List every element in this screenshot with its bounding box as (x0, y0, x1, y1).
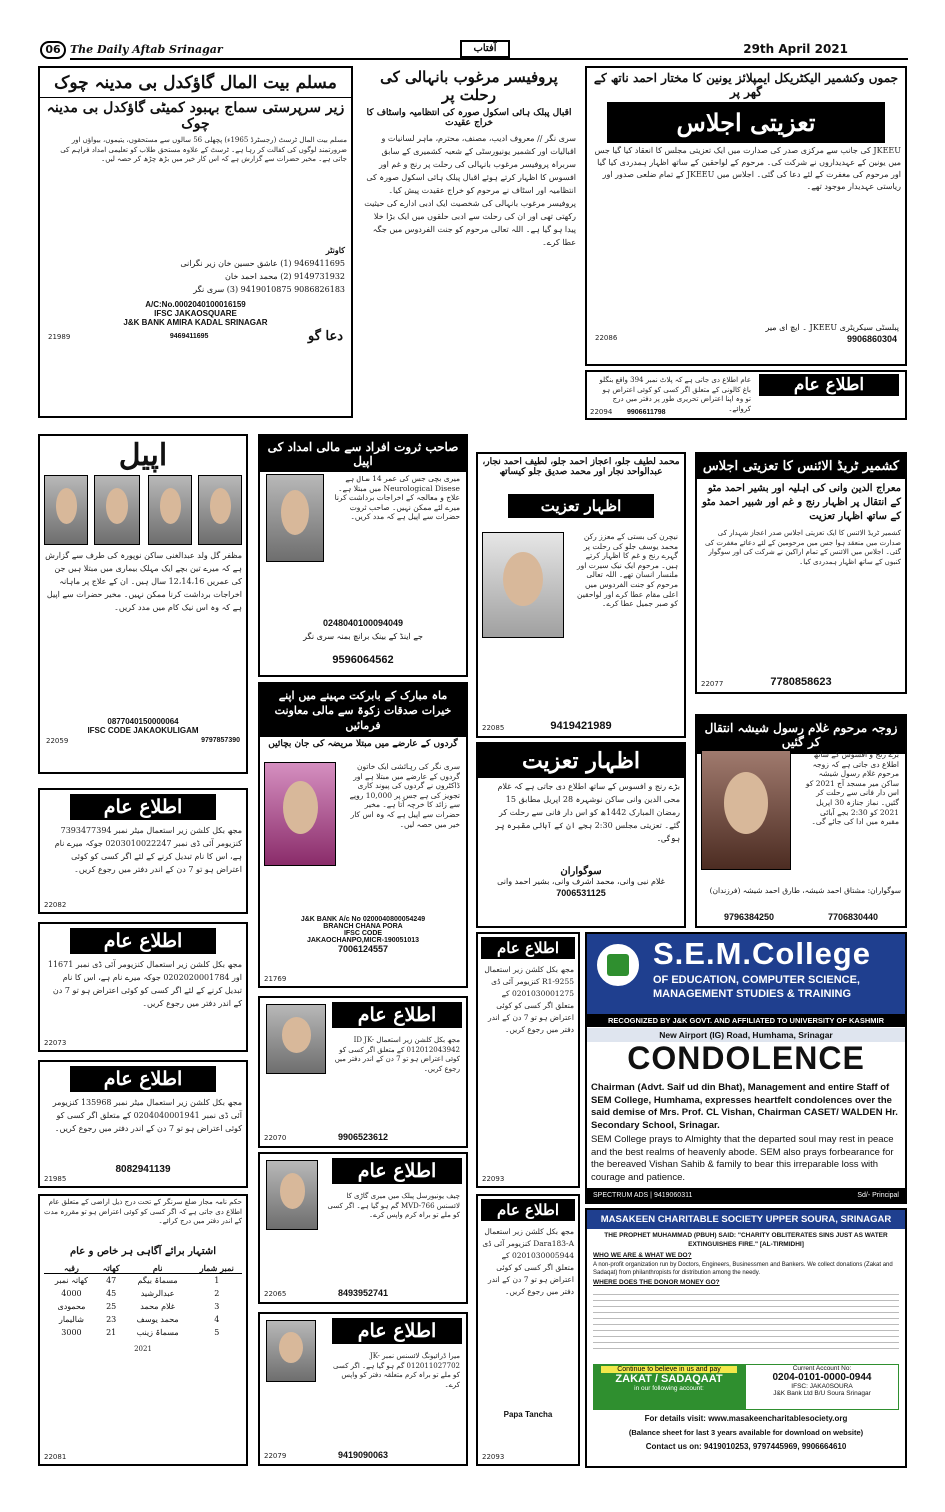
cta: Continue to believe in us and pay (601, 1366, 737, 1373)
ad-body: مجھ بکل کلشن زیر استعمال R1-9255 کنزیومر آئی ڈی 0201030001275 کے متعلق اگر کسی کو کوئی اعتراض ہو تو 7 دن کے اندر دفتر میں رجوع کریں۔ (484, 965, 574, 1034)
table-cell: غلام محمد (140, 1302, 175, 1311)
table-cell: 4 (214, 1315, 220, 1324)
photo (44, 475, 88, 545)
footer-row (587, 332, 905, 346)
ad-masakeen (585, 1208, 907, 1468)
table-cell: کھاتہ نمبر (54, 1276, 88, 1285)
phone: 8082941139 (115, 1164, 171, 1175)
phone: 9906523612 (337, 1132, 389, 1142)
bank-name: J&K Bank Ltd B/U Soura Srinagar (773, 1390, 871, 1397)
college-name: S.E.M.College (653, 936, 871, 971)
ad-notice-8 (476, 1194, 580, 1466)
ad-title: جموں وکشمیر الیکٹریکل ایمپلائز یونین کا مختار احمد ناتھ کے گھر پر (593, 71, 899, 99)
ad-title: اطلاع عام (759, 374, 899, 396)
page-number: 06 (40, 41, 66, 59)
ad-mah-mubarak (258, 682, 468, 988)
ad-title: زوجہ مرحوم غلام رسول شیشہ انتقال کر گئیں (697, 716, 905, 754)
ad-title: صاحب ثروت افراد سے مالی امداد کی اپیل (260, 436, 466, 472)
ad-title: ماہ مبارک کے بابرکت مہینے میں اپنے خیرات صدقات زکوۃ سے مالی معاونت فرمائیں (260, 684, 466, 737)
issue-date: 29th April 2021 (743, 42, 848, 56)
footer-row (40, 735, 246, 747)
ad-number: 22082 (44, 901, 67, 909)
phone: 9419090063 (337, 1450, 389, 1460)
ad-baitul-maal (38, 66, 353, 418)
photo (148, 475, 192, 545)
ad-izhar-taziat-1 (476, 452, 686, 738)
ad-title: اطلاع عام (70, 928, 216, 954)
ad-subtitle: گردوں کے عارضے میں مبتلا مریضہ کی جان بچائیں (268, 739, 458, 749)
ad-title: کشمیر ٹریڈ الائنس کا تعزیتی اجلاس (697, 454, 905, 479)
ad-number: 22085 (482, 724, 505, 732)
phone: 7006124557 (337, 944, 389, 954)
ad-body: مجھ بکل کلشن زیر استعمال کنزیومر آئی ڈی نمبر 11671 اور 0202020001784 جوکہ میرے نام ہے، اس کا نام تبدیل کرنے کے لئے اگر کسی کو کوئی اعتراض ہو تو 7 دن کے اندر دفتر میں رجوع کریں۔ (47, 960, 242, 1008)
table-cell: 45 (106, 1289, 117, 1298)
ad-body: میری بچی جس کی عمر 14 سال ہے Neurological Disese میں مبتلا ہے۔ علاج و معالجہ کے اخراجات برداشت کرنا میرے لئے ممکن نہیں۔ صاحب ثروت حضرات سے اپیل ہے کہ مدد کریں۔ (334, 474, 460, 522)
ad-number: 22079 (264, 1452, 287, 1460)
signoff-phone: 9469411695 (169, 333, 209, 340)
ad-number: 21769 (264, 975, 287, 983)
about-body: A non-profit organization run by Doctors, Engineers, Businessmen and Bankers. We collect donations (Zakat and Sadaqat) from philanthropists for distribution among the needy. (593, 1262, 893, 1276)
ifsc-code: IFSC JAKAOSQUARE (154, 309, 237, 318)
sem-header (587, 934, 905, 1014)
signoff: پبلسٹی سیکریٹری JKEEU ۔ ایچ ای میر (765, 323, 899, 332)
question: WHO WE ARE & WHAT WE DO? (593, 1252, 692, 1259)
phone: 7706830440 (827, 912, 879, 922)
photo (482, 532, 564, 638)
hadith: THE PROPHET MUHAMMAD (PBUH) SAID: "CHARITY OBLITERATES SINS JUST AS WATER EXTINGUISHES FIRE." [AL-TIRMIDHI] (604, 1232, 888, 1248)
ad-number: 22081 (44, 1453, 67, 1461)
phone: 8493952741 (337, 1288, 389, 1298)
table-cell: مسماۃ بیگم (137, 1276, 178, 1285)
college-subtitle: OF EDUCATION, COMPUTER SCIENCE, (653, 974, 860, 986)
ad-number: 21989 (48, 332, 71, 341)
account-number: 0248040100094049 (322, 618, 404, 628)
ad-body: حکم نامہ مجاز ضلع سرنگر کے تحت درج ذیل اراضی کے متعلق عام اطلاع دی جاتی ہے کہ اگر کسی کو کوئی اعتراض ہو تو مقررہ مدت کے اندر دفتر میں درج کرائے۔ (44, 1198, 242, 1226)
ad-body: JKEEU کی جانب سے مرکزی صدر کی صدارت میں ایک تعزیتی مجلس کا انعقاد کیا گیا جس میں یونین کے عہدیداروں نے شرکت کی۔ مرحوم کے لواحقین کے ساتھ اظہار ہمدردی کیا گیا اور مرحوم کی مغفرت کے لئے دعا کی گئی۔ اجلاس میں JKEEU کے تمام ضلعی صدور اور ریاستی عہدیدار موجود تھے۔ (594, 146, 901, 191)
place: Papa Tancha (503, 1410, 553, 1419)
donation-panel (593, 1364, 899, 1410)
ad-notice-5 (258, 996, 468, 1148)
article-subtitle: اقبال پبلک ہائی اسکول صورہ کی انتظامیہ واسٹاف کا خراج عقیدت (366, 108, 572, 128)
table-cell: 21 (106, 1328, 117, 1337)
account-panel (745, 1364, 899, 1410)
ad-number: 22094 (590, 408, 613, 416)
page-header (40, 40, 908, 60)
photo (266, 474, 324, 562)
table-row (44, 1274, 242, 1288)
article-body: سری نگر // معروف ادیب، مصنف، محترم، ماہر لسانیات و اقبالیات اور کشمیر یونیورسٹی کے شعبہ کشمیری کے سابق سربراہ پروفیسر مرغوب بانہالی کی رحلت پر رنج و غم اور افسوس کا اظہار کرتے ہوئے اقبال پبلک ہائی اسکول صورہ کی انتظامیہ اور اسٹاف نے مرحوم کو خراج عقیدت پیش کیا۔ پروفیسر مرغوب بانہالی کی شخصیت ایک ادبی ادارے کی حیثیت رکھتی تھی اور ان کی رحلت سے ادبی حلقوں میں ایک بڑا خلا پیدا ہو گیا ہے۔ اللہ تعالی مرحوم کو جنت الفردوس میں جگہ عطا کرے۔ (364, 134, 576, 247)
table-cell: شالیمار (58, 1315, 84, 1324)
newspaper-name: The Daily Aftab Srinagar (70, 43, 223, 56)
contact-line: 9086826183 9419010875 (3) سری نگر (193, 285, 345, 294)
ad-banner: تعزیتی اجلاس (607, 102, 885, 143)
bank-name: J&K BANK AMIRA KADAL SRINAGAR (123, 318, 268, 327)
table-header: نمبر شمار (192, 1263, 242, 1274)
contact: Contact us on: 9419010253, 9797445969, 9906664610 (645, 1442, 847, 1451)
zakat-panel (593, 1364, 745, 1410)
ad-kashmir-trade (695, 452, 907, 694)
photo (264, 762, 336, 866)
ad-title: اشتہار برائے آگاہی ہر خاص و عام (69, 1246, 217, 1257)
ad-jkeeu (585, 66, 907, 366)
ad-notice-1 (585, 370, 907, 420)
table-cell: 1 (214, 1276, 220, 1285)
account-number: J&K BANK A/c No 0200040800054249 (300, 916, 426, 923)
ad-date: 2021 (134, 1345, 152, 1353)
phones-row (697, 912, 905, 922)
ad-title: اطلاع عام (332, 1002, 462, 1028)
ad-appeal (38, 434, 248, 774)
ad-notice-2 (38, 788, 248, 914)
ad-number: 22065 (264, 1290, 287, 1298)
ad-notice-6 (476, 932, 580, 1188)
ifsc-code: IFSC CODE (343, 930, 383, 937)
ad-number: 22086 (595, 334, 618, 342)
bank-details (260, 916, 466, 954)
article-professor (358, 66, 580, 424)
condolence-body: Chairman (Advt. Saif ud din Bhat), Management and entire Staff of SEM College, Humhama, expresses heartfelt condolences over the said demise of Mrs. Prof. CL Vishan, Chairman CASET/ WALDEN Hr. Secondary School, Srinagar. (591, 1082, 898, 1131)
ad-izhar-taziat-2 (476, 742, 686, 928)
bank-line: جے اینڈ کے بینک برانچ بمنہ سری نگر (303, 632, 423, 641)
signoff: Sd/- Principal (857, 1191, 899, 1199)
table-row (44, 1287, 242, 1300)
phone: 9596064562 (332, 654, 394, 666)
table-row (44, 1313, 242, 1326)
ad-body: مسلم بیت المال ٹرسٹ (رجسٹرڈ 1965ء) پچھلی 56 سالوں سے مستحقوں، یتیموں، بیواؤں اور ضرورتمند لوگوں کی کفالت کر رہا ہے۔ ٹرسٹ کے علاوہ مستحق طلاب کو تعلیمی امداد فراہم کی جاتی ہے۔ مخیر حضرات سے گزارش ہے کہ اس کار خیر میں بڑھ چڑھ کر حصہ لیں۔ (60, 136, 347, 164)
signoff: دعا گو (308, 329, 343, 344)
article-title: پروفیسر مرغوب بانہالی کی رحلت پر (380, 68, 558, 104)
college-subtitle: MANAGEMENT STUDIES & TRAINING (653, 988, 851, 1000)
table-row (44, 1300, 242, 1313)
branch: BRANCH CHANA PORA (323, 923, 403, 930)
table-cell: 47 (106, 1276, 117, 1285)
ad-subtitle: زیر سرپرستی سماج بہبود کمیٹی گاؤکدل بی مدینہ چوک (40, 97, 351, 134)
account-number: 0877040150000064 (107, 717, 179, 726)
ad-title: اطلاع عام (332, 1158, 462, 1184)
table-cell: محمد یوسف (136, 1315, 179, 1324)
ad-body: مجھ بکل کلشن زیر استعمال میٹر نمبر 135968 کنزیومر آئی ڈی نمبر 0204040001941 کے متعلق اگر کسی کو کوئی اعتراض ہو تو 7 دن کے اندر دفتر میں رجوع کریں۔ (52, 1098, 242, 1133)
ad-number: 22059 (46, 737, 69, 745)
photo (701, 750, 791, 870)
header-rule (70, 58, 908, 60)
ad-body: سری نگر کی رہائشی ایک خاتون گردوں کے عارضے میں مبتلا ہے اور ڈاکٹروں نے گردوں کی پیوند کاری تجویز کی ہے جس پر 10,000 روپے سے زائد کا خرچہ آتا ہے۔ مخیر حضرات سے اپیل ہے کہ وہ اس کار خیر میں حصہ لیں۔ (349, 762, 460, 829)
question: WHERE DOES THE DONOR MONEY GO? (593, 1279, 720, 1286)
ad-body: کشمیر ٹریڈ الائنس کا ایک تعزیتی اجلاس صدر اعجاز شہدار کی صدارت میں منعقد ہوا جس میں مرحومین کے لئے دعائے مغفرت کی گئی۔ اجلاس میں الائنس کے تمام اراکین نے شرکت کی اور سوگوار کنبوں کے ساتھ اظہار ہمدردی کیا۔ (704, 529, 901, 566)
ad-number: 22073 (44, 1039, 67, 1047)
photo (94, 475, 140, 545)
ad-notice-3 (38, 922, 248, 1052)
contact-list (40, 242, 351, 298)
micr-code: JAKAOCHANPO,MICR-190051013 (306, 937, 420, 944)
table-header: رقبہ (44, 1263, 99, 1274)
account-label: Current Account No: (792, 1365, 852, 1372)
ad-number: 22093 (482, 1453, 505, 1461)
ad-tender (38, 1194, 248, 1466)
ad-number: 22093 (482, 1175, 505, 1183)
ad-body: میرا ڈرائیونگ لائسنس نمبر JK-012011027702 گم ہو گیا ہے۔ اگر کسی کو ملے تو براہ کرم متعلقہ دفتر کو واپس کرے۔ (333, 1352, 460, 1389)
ad-title: اپیل (118, 438, 168, 473)
ad-number: 22077 (701, 680, 724, 688)
ad-notice-7 (258, 1152, 468, 1304)
ad-subtitle: معراج الدین وانی کی اہلیہ اور بشیر احمد مٹو کے انتقال پر اظہار رنج و غم اور شبیر احمد مٹو کے ساتھ اظہار تعزیت (702, 483, 901, 522)
mourners: سوگواران: مشتاق احمد شیشہ، طارق احمد شیشہ (فرزندان) (709, 886, 901, 895)
ad-body: بڑے رنج و افسوس کے ساتھ اطلاع دی جاتی ہے کہ زوجہ مرحوم غلام رسول شیشہ ساکن میر مسجد آج 2021 کو اس دار فانی سے رحلت کر گئیں۔ نماز جنازہ 30 اپریل 2021 کو 2:30 بجے آبائی مقبرہ میں ادا کی جائے گی۔ (805, 750, 899, 827)
phone: 7006531125 (556, 888, 606, 898)
phone: 9906611798 (627, 409, 666, 416)
address: New Airport (IG) Road, Humhama, Srinagar (587, 1028, 905, 1042)
table-header: کھاتہ (99, 1263, 124, 1274)
ad-title: اطلاع عام (70, 794, 216, 820)
college-logo-icon (595, 942, 641, 988)
ad-sem-college (585, 932, 907, 1204)
ad-body: نیچرن کی بستی کے معزز رکن محمد یوسف جلو کی رحلت پر گہرے رنج و غم کا اظہار کرتے ہیں۔ مرحوم ایک نیک سیرت اور ملنسار انسان تھے۔ اللہ تعالی مرحوم کو جنت الفردوس میں اعلی مقام عطا کرے اور لواحقین کو صبر جمیل عطا کرے۔ (576, 532, 678, 609)
photo (266, 1160, 318, 1230)
zakat-sub: in our following account: (634, 1385, 704, 1392)
ad-notice-4 (38, 1060, 248, 1188)
table-cell: 5 (214, 1328, 220, 1337)
ad-body: مظفر گل ولد عبدالغنی ساکن نوپورہ کی طرف سے گزارش ہے کہ میرے تین بچے ایک مہلک بیماری میں مبتلا ہیں جن کی عمریں 12،14،16 سال ہیں۔ ان کے علاج پر ماہانہ اخراجات برداشت کرنا ممکن نہیں۔ مخیر حضرات سے اپیل ہے کہ وہ اس نیک کام میں مدد کریں۔ (45, 551, 242, 612)
website: For details visit: www.masakeencharitablesociety.org (644, 1414, 848, 1423)
ad-body: مجھ بکل کلشن زیر استعمال Dara183-A کنزیومر آئی ڈی 0201030005944 کے متعلق اگر کسی کو کوئی اعتراض ہو تو 7 دن کے اندر دفتر میں رجوع کریں۔ (482, 1227, 574, 1296)
table-cell: 2 (214, 1289, 220, 1298)
ad-title: اطلاع عام (70, 1066, 216, 1092)
photo (266, 1004, 326, 1074)
photo (198, 475, 242, 545)
phone: 9419421989 (550, 720, 612, 732)
zakat-label: ZAKAT / SADAQAAT (615, 1373, 723, 1385)
masthead-logo: آفتاب (460, 40, 510, 58)
table-cell: 23 (106, 1315, 117, 1324)
account-number: 0204-0101-0000-0944 (772, 1372, 872, 1383)
photo (266, 1320, 316, 1382)
mourners: غلام نبی وانی، محمد اشرف وانی، بشیر احمد وانی (497, 877, 665, 886)
balance-sheet: (Balance sheet for last 3 years available for download on website) (628, 1428, 864, 1437)
table-cell: محمودی (57, 1302, 86, 1311)
ad-number: 21985 (44, 1175, 67, 1183)
sem-footer (587, 1188, 905, 1202)
contact-line: 9469411695 (1) عاشق حسین خان زیر نگرانی (180, 259, 345, 268)
table-header: نام (124, 1263, 192, 1274)
ad-body: چیف یونیورسل پبلک میں میری گاڑی کا لائسنس 766-MVD گم ہو گیا ہے۔ اگر کسی کو ملے تو براہ کرم واپس کرے۔ (327, 1192, 460, 1220)
ifsc-code: IFSC CODE JAKAOKULIGAM (87, 726, 199, 735)
ad-number: 22070 (264, 1134, 287, 1142)
ad-body: عام اطلاع دی جاتی ہے کہ پلاٹ نمبر 394 واقع بنگلو باغ کالونی کے متعلق اگر کسی کو کوئی اعتراض ہو تو وہ اپنا اعتراض تحریری طور پر دفتر میں درج کروائے۔ (599, 376, 751, 413)
condolence-heading: CONDOLENCE (627, 1040, 865, 1076)
ifsc-code: IFSC: JAKA0SOURA (791, 1383, 853, 1390)
table-cell: عبدالرشید (140, 1289, 175, 1298)
ad-title: اطلاع عام (481, 937, 575, 959)
phone: 9797857390 (201, 737, 240, 744)
phone: 9796384250 (723, 912, 775, 922)
table-cell: 3000 (61, 1328, 82, 1337)
contact-line: 9149731932 (2) محمد احمد خان (225, 272, 345, 281)
ad-banner: اظہار تعزیت (478, 744, 684, 778)
ad-body: بڑے رنج و افسوس کے ساتھ اطلاع دی جاتی ہے کہ غلام محی الدین وانی ساکن نوشہرہ 28 اپریل مطابق 15 رمضان المبارک 1442ھ کو اس دار فانی سے رحلت کر گئے۔ تعزیتی مجلس 2:30 بجے ان کے آبائی مقبرہ پر ہوگی۔ (495, 782, 680, 843)
phone: 7780858623 (770, 676, 832, 688)
ad-body: مجھ بکل کلشن زیر استعمال میٹر نمبر 7393477394 کنزیومر آئی ڈی نمبر 0203010022247 جوکہ میرے نام ہے، اس کا نام تبدیل کرنے کے لئے اگر کسی کو کوئی اعتراض ہو تو 7 دن کے اندر دفتر میں رجوع کریں۔ (54, 826, 242, 874)
ad-sahib-sarwat (258, 434, 468, 677)
ad-body: مجھ بکل کلشن زیر استعمال ID JK-012012043942 کے متعلق اگر کسی کو کوئی اعتراض ہو تو 7 دن کے اندر دفتر میں رجوع کریں۔ (334, 1036, 460, 1073)
table-row (44, 1326, 242, 1339)
table-cell: 3 (214, 1302, 220, 1311)
donation-lines (593, 1289, 899, 1349)
account-number: A/C:No.0002040100016159 (145, 300, 246, 309)
recognition: RECOGNIZED BY J&K GOVT. AND AFFILIATED TO UNIVERSITY OF KASHMIR (587, 1014, 905, 1027)
table-cell: مسماۃ زینب (136, 1328, 179, 1337)
signoff-row (40, 327, 351, 346)
mourners-label: سوگواران (560, 866, 602, 877)
phone: 9906860304 (846, 334, 897, 344)
ad-zoja-marhoom (695, 714, 907, 928)
ad-notice-9 (258, 1312, 468, 1466)
photo-row (40, 475, 246, 547)
ad-title: اطلاع عام (481, 1199, 575, 1221)
ad-title: مسلم بیت المال گاؤکدل بی مدینہ چوک (54, 73, 337, 93)
table-cell: 25 (106, 1302, 117, 1311)
table-cell: 4000 (61, 1289, 82, 1298)
agency: SPECTRUM ADS | 9419060311 (593, 1191, 693, 1199)
condolence-body: SEM College prays to Almighty that the departed soul may rest in peace and the best realms of heavenly abode. SEM also prays forbearance for the bereaved Vishan Sahib & family to bear this irreparable loss with courage and patience. (591, 1134, 894, 1183)
contacts-label: کاونٹر (325, 245, 345, 255)
ad-title: اطلاع عام (332, 1318, 462, 1344)
ad-title: محمد لطیف جلو، اعجاز احمد جلو، لطیف احمد نجار، عبدالواحد نجار اور محمد صدیق جلو کیساتھ (482, 457, 680, 477)
land-table (44, 1263, 242, 1339)
society-name: MASAKEEN CHARITABLE SOCIETY UPPER SOURA, SRINAGAR (587, 1210, 905, 1229)
ad-banner: اظہار تعزیت (508, 494, 654, 518)
